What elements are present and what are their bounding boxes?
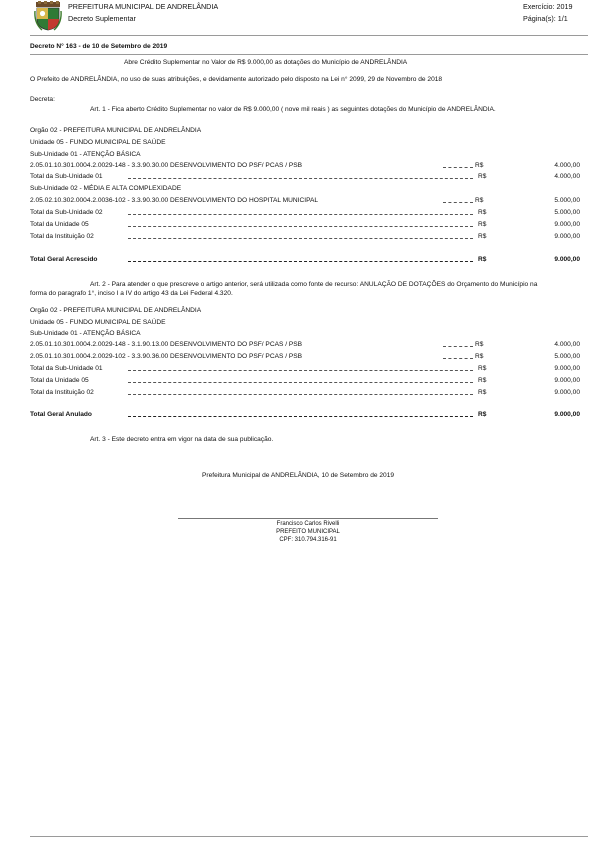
currency-label: R$ bbox=[475, 353, 484, 360]
s2-dotacao-line-2: 2.05.01.10.301.0004.2.0029-102 - 3.3.90.36.00 DESENVOLVIMENTO DO PSF/ PCAS / PSB bbox=[30, 353, 303, 360]
s2-total-unidade-label: Total da Unidade 05 bbox=[30, 377, 89, 384]
s1-total-sub-01-value: 4.000,00 bbox=[554, 173, 580, 180]
decree-preamble: O Prefeito de ANDRELÂNDIA, no uso de suas atribuições, e devidamente autorizado pelo disposto na Lei n° 2099, 29 de Novembro de 2018 bbox=[30, 76, 443, 83]
s2-total-geral-label: Total Geral Anulado bbox=[30, 411, 92, 418]
s1-leader-dots bbox=[128, 261, 473, 262]
s2-line-2-value: 5.000,00 bbox=[554, 353, 580, 360]
header-title: PREFEITURA MUNICIPAL DE ANDRELÂNDIA bbox=[68, 2, 219, 11]
s2-leader-dots bbox=[443, 358, 473, 359]
s2-leader-dots bbox=[128, 370, 473, 371]
currency-label: R$ bbox=[478, 377, 487, 384]
s1-leader-dots bbox=[128, 178, 473, 179]
s2-total-instituicao-value: 9.000,00 bbox=[554, 389, 580, 396]
s2-total-unidade-value: 9.000,00 bbox=[554, 377, 580, 384]
s2-unidade: Unidade 05 - FUNDO MUNICIPAL DE SAÚDE bbox=[30, 319, 166, 326]
s1-dotacao-line-1: 2.05.01.10.301.0004.2.0029-148 - 3.3.90.30.00 DESENVOLVIMENTO DO PSF/ PCAS / PSB bbox=[30, 162, 303, 169]
s1-total-sub-02-label: Total da Sub-Unidade 02 bbox=[30, 209, 103, 216]
currency-label: R$ bbox=[478, 233, 487, 240]
s1-subunidade-02: Sub-Unidade 02 - MÉDIA E ALTA COMPLEXIDADE bbox=[30, 185, 182, 192]
decree-art2-line-2: forma do paragrafo 1°, inciso I a IV do artigo 43 da Lei Federal 4.320. bbox=[30, 290, 233, 297]
title-divider bbox=[30, 54, 588, 55]
s1-total-geral-label: Total Geral Acrescido bbox=[30, 256, 98, 263]
s2-line-1-value: 4.000,00 bbox=[554, 341, 580, 348]
currency-label: R$ bbox=[478, 411, 487, 418]
s1-total-instituicao-value: 9.000,00 bbox=[554, 233, 580, 240]
s2-total-geral-value: 9.000,00 bbox=[554, 411, 580, 418]
decree-art1: Art. 1 - Fica aberto Crédito Suplementar no valor de R$ 9.000,00 ( nove mil reais ) as seguintes dotações do Município de ANDRELÂNDIA. bbox=[90, 106, 496, 113]
currency-label: R$ bbox=[478, 173, 487, 180]
s1-leader-dots bbox=[128, 214, 473, 215]
currency-label: R$ bbox=[478, 389, 487, 396]
decree-art2-line-1: Art. 2 - Para atender o que prescreve o artigo anterior, será utilizada como fonte de recurso: ANULAÇÃO DE DOTAÇÕES do Orçamento do Município na bbox=[90, 281, 538, 288]
signer-name: Francisco Carlos Rivelli bbox=[276, 521, 340, 527]
s2-total-sub-01-label: Total da Sub-Unidade 01 bbox=[30, 365, 103, 372]
footer-divider bbox=[30, 836, 588, 837]
signer-cpf: CPF: 310.794.316-91 bbox=[279, 537, 337, 543]
currency-label: R$ bbox=[478, 209, 487, 216]
header-pages: Página(s): 1/1 bbox=[523, 14, 568, 23]
decree-art3: Art. 3 - Este decreto entra em vigor na data de sua publicação. bbox=[90, 436, 274, 443]
s2-leader-dots bbox=[128, 416, 473, 417]
s1-total-sub-02-value: 5.000,00 bbox=[554, 209, 580, 216]
s1-leader-dots bbox=[443, 167, 473, 168]
currency-label: R$ bbox=[475, 341, 484, 348]
decree-title: Decreto N° 163 - de 10 de Setembro de 2019 bbox=[30, 43, 168, 50]
signature-line bbox=[178, 518, 438, 519]
currency-label: R$ bbox=[478, 256, 487, 263]
header-divider bbox=[30, 35, 588, 36]
s2-subunidade-01: Sub-Unidade 01 - ATENÇÃO BÁSICA bbox=[30, 330, 141, 337]
s1-total-sub-01-label: Total da Sub-Unidade 01 bbox=[30, 173, 103, 180]
s1-leader-dots bbox=[443, 202, 473, 203]
s1-orgao: Orgão 02 - PREFEITURA MUNICIPAL DE ANDRELÂNDIA bbox=[30, 127, 202, 134]
place-date: Prefeitura Municipal de ANDRELÂNDIA, 10 de Setembro de 2019 bbox=[202, 472, 395, 479]
s2-total-sub-01-value: 9.000,00 bbox=[554, 365, 580, 372]
s2-leader-dots bbox=[443, 346, 473, 347]
currency-label: R$ bbox=[475, 197, 484, 204]
signer-role: PREFEITO MUNICIPAL bbox=[276, 529, 340, 535]
s1-dotacao-line-2: 2.05.02.10.302.0004.2.0036-102 - 3.3.90.30.00 DESENVOLVIMENTO DO HOSPITAL MUNICIPAL bbox=[30, 197, 319, 204]
s1-total-geral-value: 9.000,00 bbox=[554, 256, 580, 263]
s1-line-1-value: 4.000,00 bbox=[554, 162, 580, 169]
s1-total-unidade-value: 9.000,00 bbox=[554, 221, 580, 228]
s2-leader-dots bbox=[128, 394, 473, 395]
currency-label: R$ bbox=[478, 221, 487, 228]
s1-leader-dots bbox=[128, 226, 473, 227]
s2-leader-dots bbox=[128, 382, 473, 383]
s1-total-instituicao-label: Total da Instituição 02 bbox=[30, 233, 94, 240]
s1-subunidade-01: Sub-Unidade 01 - ATENÇÃO BÁSICA bbox=[30, 151, 141, 158]
s2-total-instituicao-label: Total da Instituição 02 bbox=[30, 389, 94, 396]
s1-unidade: Unidade 05 - FUNDO MUNICIPAL DE SAÚDE bbox=[30, 139, 166, 146]
currency-label: R$ bbox=[475, 162, 484, 169]
header-subtitle: Decreto Suplementar bbox=[68, 14, 136, 23]
coat-of-arms-logo bbox=[34, 1, 62, 31]
header-exercise: Exercício: 2019 bbox=[523, 2, 573, 11]
crest-icon bbox=[34, 1, 62, 31]
s1-line-2-value: 5.000,00 bbox=[554, 197, 580, 204]
decree-summary: Abre Crédito Suplementar no Valor de R$ 9.000,00 as dotações do Município de ANDRELÂNDIA bbox=[124, 59, 408, 66]
currency-label: R$ bbox=[478, 365, 487, 372]
s2-dotacao-line-1: 2.05.01.10.301.0004.2.0029-148 - 3.1.90.13.00 DESENVOLVIMENTO DO PSF/ PCAS / PSB bbox=[30, 341, 303, 348]
s1-total-unidade-label: Total da Unidade 05 bbox=[30, 221, 89, 228]
s1-leader-dots bbox=[128, 238, 473, 239]
decree-decreta: Decreta: bbox=[30, 96, 55, 103]
s2-orgao: Orgão 02 - PREFEITURA MUNICIPAL DE ANDRELÂNDIA bbox=[30, 307, 202, 314]
